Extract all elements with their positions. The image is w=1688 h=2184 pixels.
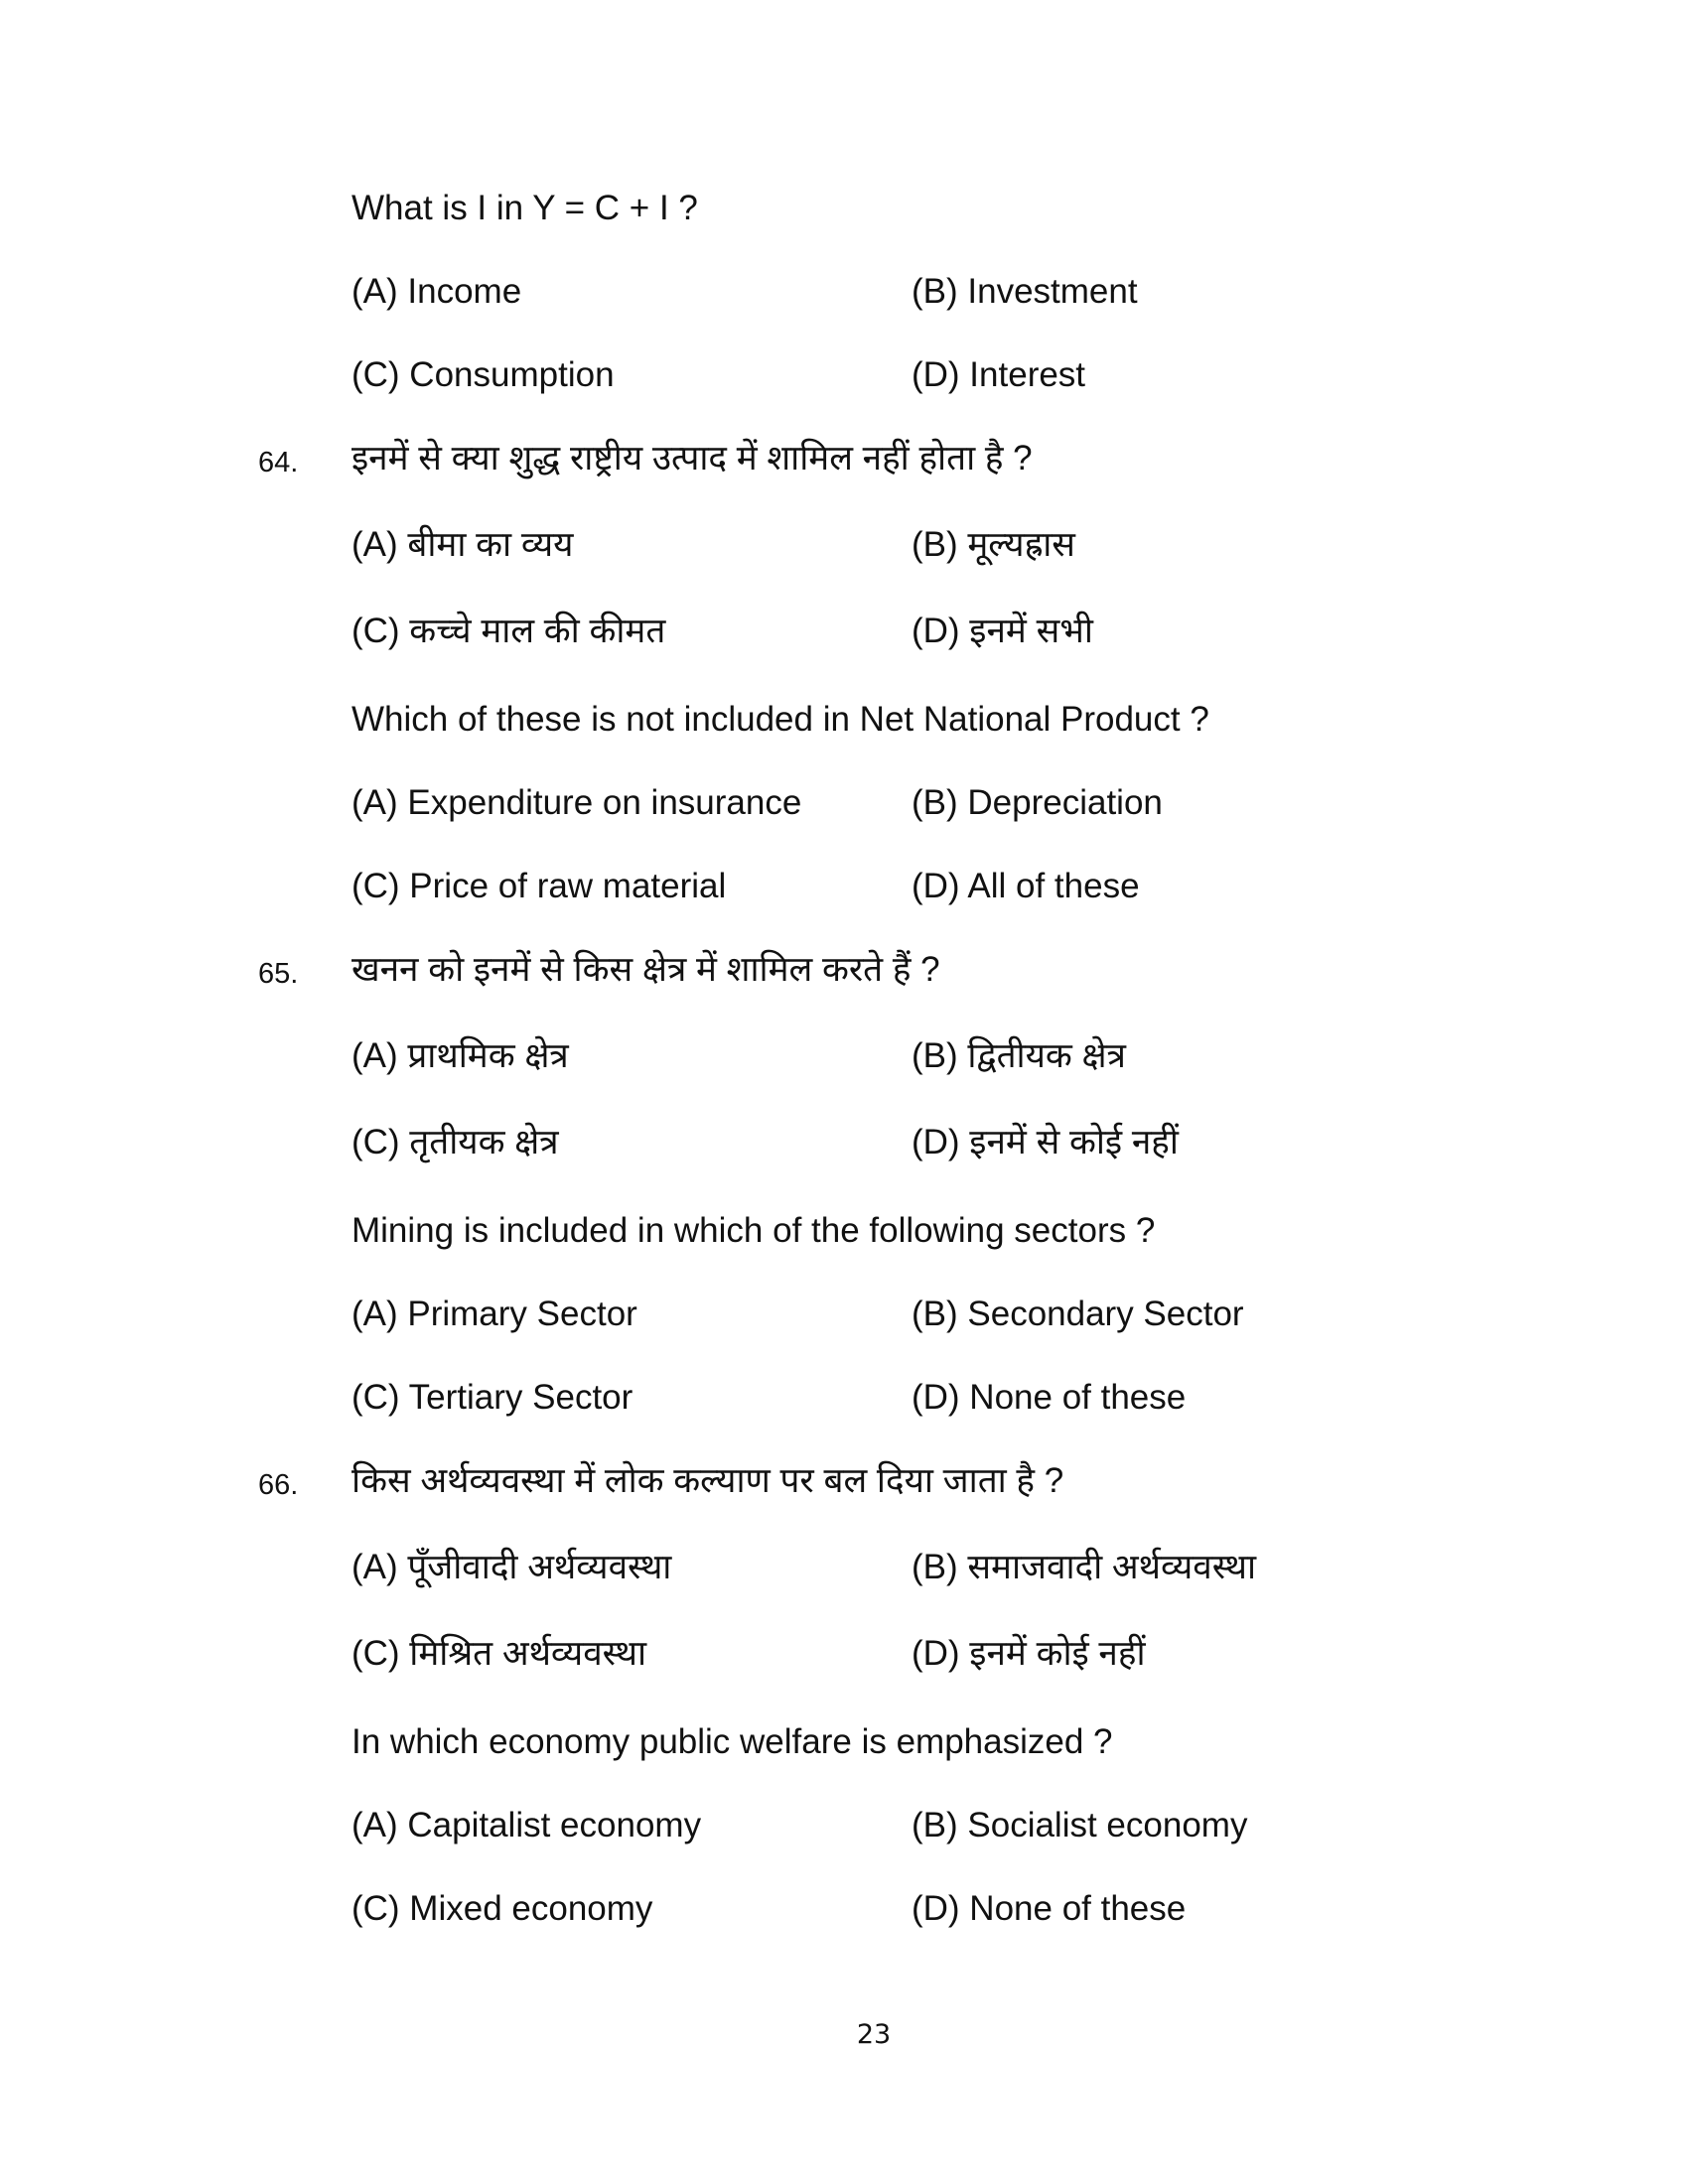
q66-en-option-c: (C) Mixed economy xyxy=(352,1889,653,1928)
q66-en-option-d: (D) None of these xyxy=(912,1889,1187,1928)
q65-en-option-c: (C) Tertiary Sector xyxy=(352,1378,633,1417)
q64-number: 64. xyxy=(258,447,299,478)
q65-en-question: Mining is included in which of the following sectors ? xyxy=(352,1211,1156,1250)
q63-en-option-a: (A) Income xyxy=(352,272,522,311)
q66-en-option-b: (B) Socialist economy xyxy=(912,1806,1248,1844)
q64-hi-option-a: (A) बीमा का व्यय xyxy=(352,525,574,564)
q63-en-options-row-1 xyxy=(0,264,1688,320)
q65-hi-option-c: (C) तृतीयक क्षेत्र xyxy=(352,1123,559,1161)
q66-en-question: In which economy public welfare is emphasized ? xyxy=(352,1722,1113,1761)
q66-hi-question: किस अर्थव्यवस्था में लोक कल्याण पर बल दिया जाता है ? xyxy=(352,1461,1064,1500)
q64-hi-options-row-2 xyxy=(0,604,1688,659)
q65-hi-question: खनन को इनमें से किस क्षेत्र में शामिल करते हैं ? xyxy=(352,950,940,989)
q65-en-options-row-1 xyxy=(0,1287,1688,1342)
q65-hi-option-b: (B) द्वितीयक क्षेत्र xyxy=(912,1036,1126,1075)
q64-en-question: Which of these is not included in Net National Product ? xyxy=(352,700,1209,739)
q66-hi-option-d: (D) इनमें कोई नहीं xyxy=(912,1634,1146,1673)
q63-en-option-c: (C) Consumption xyxy=(352,355,615,394)
q66-number: 66. xyxy=(258,1469,299,1501)
q64-hi-option-c: (C) कच्चे माल की कीमत xyxy=(352,612,666,650)
q66-hi-options-row-1 xyxy=(0,1540,1688,1595)
q64-hi-question-row xyxy=(0,431,1688,486)
q65-en-options-row-2 xyxy=(0,1370,1688,1426)
page-number: 23 xyxy=(856,2019,892,2050)
q66-en-options-row-2 xyxy=(0,1881,1688,1937)
q66-hi-question-row xyxy=(0,1453,1688,1509)
q65-number: 65. xyxy=(258,958,299,990)
q64-hi-question: इनमें से क्या शुद्ध राष्ट्रीय उत्पाद में शामिल नहीं होता है ? xyxy=(352,439,1033,478)
q64-en-options-row-1 xyxy=(0,775,1688,831)
q66-hi-options-row-2 xyxy=(0,1626,1688,1682)
q65-hi-question-row xyxy=(0,942,1688,998)
q66-hi-option-b: (B) समाजवादी अर्थव्यवस्था xyxy=(912,1548,1257,1586)
q63-en-question-row xyxy=(0,181,1688,236)
q65-hi-options-row-2 xyxy=(0,1115,1688,1170)
q66-hi-option-c: (C) मिश्रित अर्थव्यवस्था xyxy=(352,1634,647,1673)
q65-hi-option-d: (D) इनमें से कोई नहीं xyxy=(912,1123,1179,1161)
q65-en-option-a: (A) Primary Sector xyxy=(352,1295,637,1333)
q66-en-option-a: (A) Capitalist economy xyxy=(352,1806,702,1844)
q64-en-option-a: (A) Expenditure on insurance xyxy=(352,783,802,822)
q64-hi-option-d: (D) इनमें सभी xyxy=(912,612,1093,650)
q63-en-options-row-2 xyxy=(0,347,1688,403)
q63-en-option-b: (B) Investment xyxy=(912,272,1138,311)
q63-en-question: What is I in Y = C + I ? xyxy=(352,189,698,227)
q64-hi-options-row-1 xyxy=(0,517,1688,573)
q65-en-option-d: (D) None of these xyxy=(912,1378,1187,1417)
q66-hi-option-a: (A) पूँजीवादी अर्थव्यवस्था xyxy=(352,1548,672,1586)
q65-en-question-row xyxy=(0,1203,1688,1259)
q64-en-option-b: (B) Depreciation xyxy=(912,783,1163,822)
q64-en-option-c: (C) Price of raw material xyxy=(352,867,727,905)
q64-en-option-d: (D) All of these xyxy=(912,867,1140,905)
q66-en-question-row xyxy=(0,1714,1688,1770)
q65-hi-options-row-1 xyxy=(0,1028,1688,1084)
q64-hi-option-b: (B) मूल्यह्रास xyxy=(912,525,1075,564)
q64-en-question-row xyxy=(0,692,1688,748)
q66-en-options-row-1 xyxy=(0,1798,1688,1853)
q65-en-option-b: (B) Secondary Sector xyxy=(912,1295,1244,1333)
q65-hi-option-a: (A) प्राथमिक क्षेत्र xyxy=(352,1036,569,1075)
q64-en-options-row-2 xyxy=(0,859,1688,914)
q63-en-option-d: (D) Interest xyxy=(912,355,1086,394)
